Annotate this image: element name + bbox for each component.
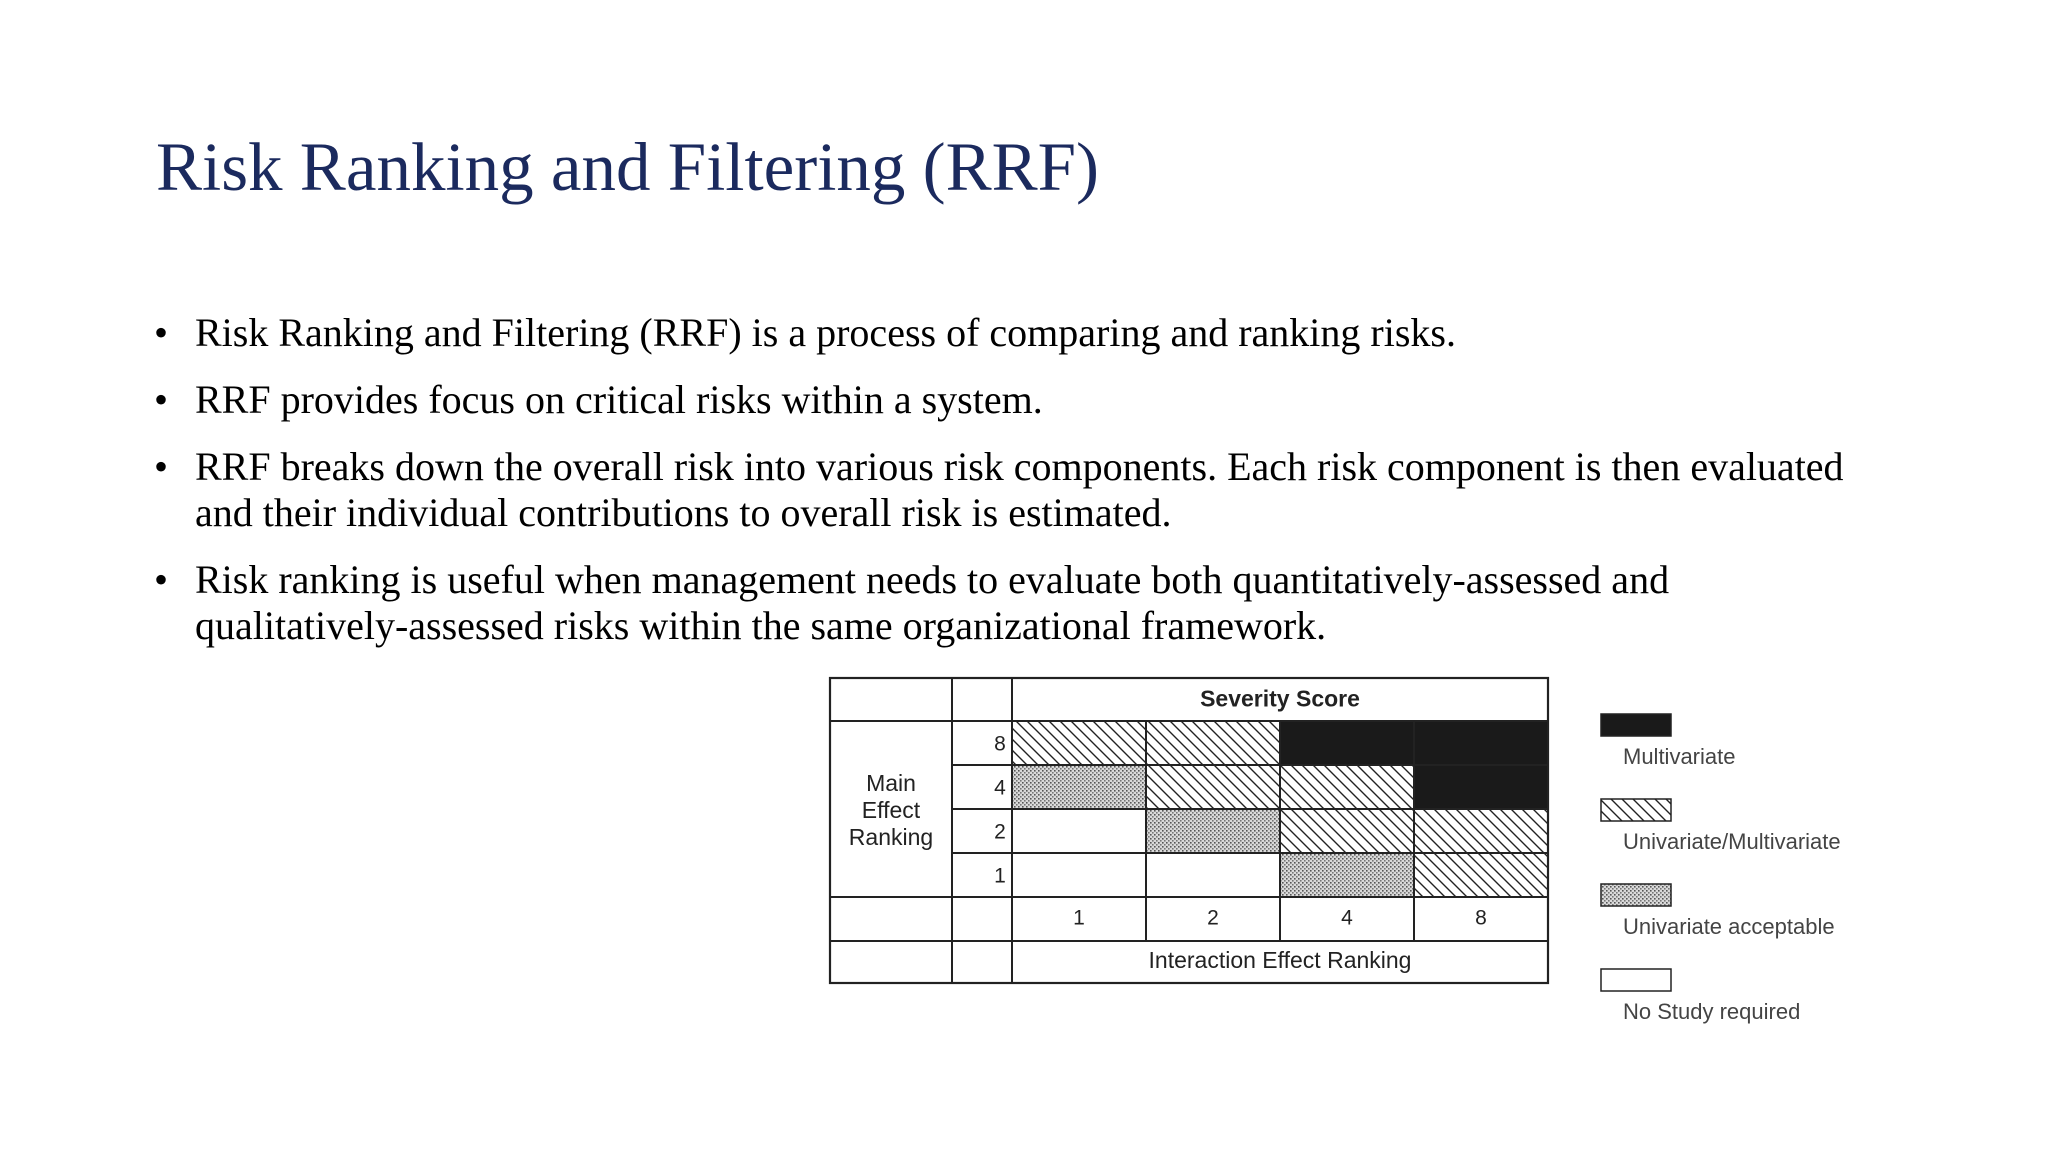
bullet-glyph: • [154, 377, 169, 422]
bullet-glyph: • [154, 310, 169, 355]
row-value-label: 8 [994, 732, 1006, 756]
legend-swatch-dotted [1601, 884, 1671, 906]
legend-label: No Study required [1623, 998, 1801, 1024]
legend-label: Multivariate [1623, 743, 1736, 769]
matrix-cell-black [1414, 721, 1548, 765]
matrix-legend [1601, 714, 1841, 1024]
legend-swatch-white [1601, 969, 1671, 991]
matrix-cell-dotted [1146, 809, 1280, 853]
slide-title: Risk Ranking and Filtering (RRF) [156, 129, 1100, 205]
bullet-glyph: • [154, 557, 169, 602]
matrix-cell-black [1280, 721, 1414, 765]
bullet-glyph: • [154, 444, 169, 489]
matrix-cell-hatch [1280, 809, 1414, 853]
legend-label: Univariate acceptable [1623, 913, 1835, 939]
matrix-cell-black [1414, 765, 1548, 809]
legend-swatch-black [1601, 714, 1671, 736]
matrix-cell-dotted [1280, 853, 1414, 897]
column-value-label: 2 [1207, 906, 1219, 930]
bullet-text: Risk Ranking and Filtering (RRF) is a process of comparing and ranking risks. [195, 310, 1456, 355]
column-value-label: 8 [1475, 906, 1487, 930]
risk-matrix-figure [826, 674, 1866, 1054]
matrix-cell-hatch [1146, 765, 1280, 809]
main-effect-ranking-label: Effect [861, 797, 921, 824]
main-effect-ranking-label: Main [866, 770, 916, 797]
bullet-item [150, 310, 1850, 356]
bullet-item [150, 377, 1850, 423]
legend-label: Univariate/Multivariate [1623, 828, 1841, 854]
bullet-item [150, 444, 1850, 536]
matrix-cell-white [1146, 853, 1280, 897]
matrix-cell-hatch [1280, 765, 1414, 809]
column-value-label: 1 [1073, 906, 1085, 930]
bullet-text: Risk ranking is useful when management needs to evaluate both quantitatively-assessed and qualitatively-assessed risks within the same organizational framework. [195, 557, 1670, 648]
row-value-label: 4 [994, 776, 1006, 800]
row-value-label: 2 [994, 820, 1006, 844]
matrix-cell-dotted [1012, 765, 1146, 809]
main-effect-ranking-label: Ranking [848, 824, 934, 851]
bullet-text: RRF provides focus on critical risks within a system. [195, 377, 1043, 422]
interaction-effect-ranking-label: Interaction Effect Ranking [1148, 947, 1412, 974]
legend-swatch-hatch [1601, 799, 1671, 821]
row-value-label: 1 [994, 864, 1006, 888]
matrix-cell-hatch [1012, 721, 1146, 765]
matrix-cell-white [1012, 809, 1146, 853]
matrix-cell-white [1012, 853, 1146, 897]
bullet-list [150, 310, 1850, 670]
matrix-cell-hatch [1414, 853, 1548, 897]
risk-matrix-svg [826, 674, 1866, 1054]
bullet-text: RRF breaks down the overall risk into various risk components. Each risk component is then evaluated and their individual contributions to overall risk is estimated. [195, 444, 1844, 535]
severity-score-header: Severity Score [1200, 685, 1360, 712]
matrix-cell-hatch [1146, 721, 1280, 765]
matrix-cell-hatch [1414, 809, 1548, 853]
bullet-item [150, 557, 1850, 649]
column-value-label: 4 [1341, 906, 1353, 930]
